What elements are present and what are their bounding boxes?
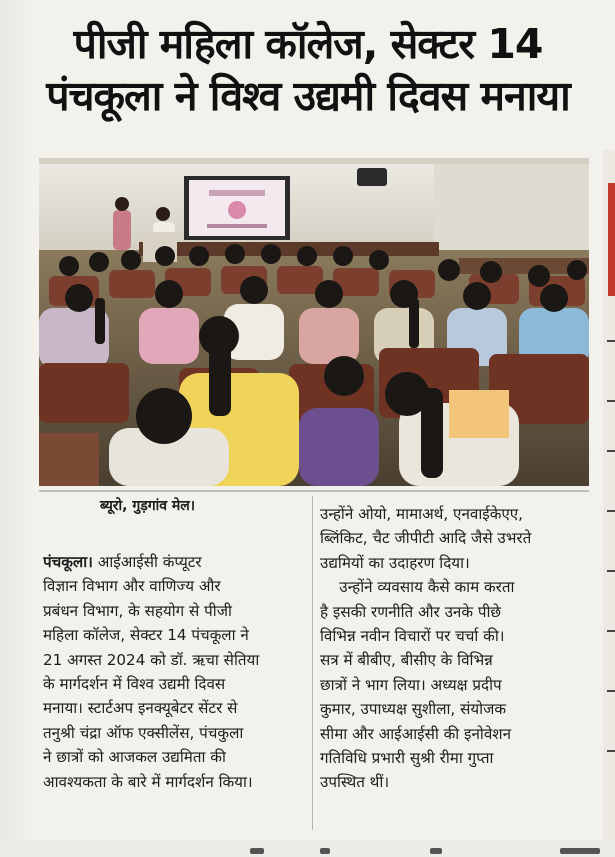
adjacent-red-block — [608, 183, 615, 296]
article-line: है इसकी रणनीति और उनके पीछे — [320, 602, 502, 621]
article-line: सीमा और आईआईसी की इनोवेशन — [320, 724, 512, 743]
article-line: के मार्गदर्शन में विश्व उद्यमी दिवस — [43, 674, 226, 693]
article-line — [43, 550, 306, 574]
article-text: आईआईसी कंप्यूटर — [92, 553, 202, 571]
dateline: पंचकूला। — [43, 553, 93, 571]
article-line: उन्होंने ओयो, मामाअर्थ, एनवाईकेएए, — [320, 505, 523, 523]
byline: ब्यूरो, गुड़गांव मेल। — [100, 498, 196, 514]
article-line: विज्ञान विभाग और वाणिज्य और — [43, 577, 221, 596]
article-line: 21 अगस्त 2024 को डॉ. ऋचा सेतिया — [43, 650, 260, 669]
headline-line-2: पंचकूला ने विश्व उद्यमी दिवस मनाया — [46, 72, 570, 120]
event-photo — [39, 158, 589, 486]
article-line: उपस्थित थीं। — [320, 773, 390, 792]
article-line: महिला कॉलेज, सेक्टर 14 पंचकूला ने — [43, 626, 249, 645]
photo-caption-rule — [39, 490, 589, 492]
article-line: मनाया। स्टार्टअप इनक्यूबेटर सेंटर से — [43, 699, 238, 718]
article-line: तनुश्री चंद्रा ऑफ एक्सीलेंस, पंचकुला — [43, 723, 244, 742]
headline-line-1: पीजी महिला कॉलेज, सेक्टर 14 — [73, 20, 543, 68]
article-line: ब्लिंकिट, चैट जीपीटी आदि जैसे उभरते — [320, 529, 532, 548]
seminar-hall-photo-icon — [39, 158, 589, 486]
article-line: विभिन्न नवीन विचारों पर चर्चा की। — [320, 626, 505, 645]
article-line: कुमार, उपाध्यक्ष सुशीला, संयोजक — [320, 700, 507, 719]
article-line: गतिविधि प्रभारी सुश्री रीमा गुप्ता — [320, 748, 494, 767]
article-right-column — [320, 502, 590, 795]
article-line: प्रबंधन विभाग, के सहयोग से पीजी — [43, 601, 232, 620]
article-line: सत्र में बीबीए, बीसीए के विभिन्न — [320, 651, 493, 670]
article-line: उन्होंने व्यवसाय कैसे काम करता — [320, 578, 515, 597]
article-line: छात्रों ने भाग लिया। अध्यक्ष प्रदीप — [320, 675, 502, 694]
article-line: उद्यमियों का उदाहरण दिया। — [320, 553, 470, 572]
article-line: ने छात्रों को आजकल उद्यमिता की — [43, 748, 226, 767]
cropped-next-line — [0, 840, 615, 857]
column-divider — [312, 496, 313, 830]
article-line: आवश्यकता के बारे में मार्गदर्शन किया। — [43, 772, 253, 791]
page-edge-shadow — [0, 0, 30, 857]
article-left-column — [43, 550, 306, 794]
headline — [18, 18, 598, 122]
